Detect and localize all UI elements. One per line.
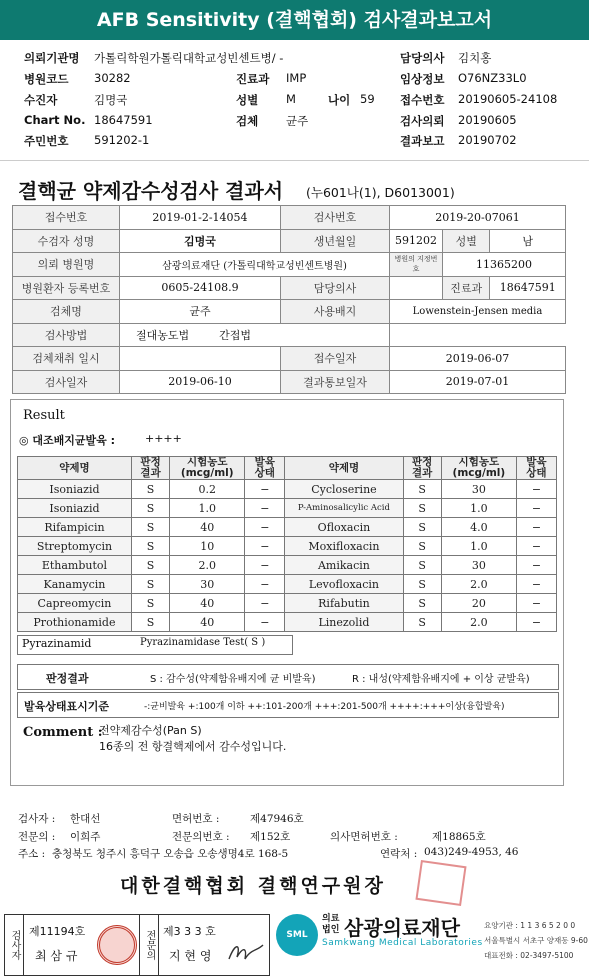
spec-no-value: 제152호	[250, 831, 291, 843]
drug-conc: 30	[170, 575, 245, 594]
pza-value: Pyrazinamidase Test( S )	[140, 637, 266, 648]
hospital-name-label: 의뢰 병원명	[13, 253, 120, 277]
method-value	[120, 323, 390, 347]
lab-tel: 대표전화 : 02-3497-5100	[484, 951, 574, 960]
drug-conc: 2.0	[441, 575, 516, 594]
contact-label: 연락처 :	[380, 848, 418, 860]
signature-icon	[227, 939, 265, 965]
drug-growth: −	[245, 575, 285, 594]
table-row	[18, 537, 557, 556]
drug-growth: −	[516, 556, 556, 575]
report-date-value: 20190702	[458, 133, 517, 147]
medium-value: Lowenstein-Jensen media	[390, 300, 566, 324]
medium-label: 사용배지	[281, 300, 390, 324]
dob-value: 591202	[390, 229, 443, 253]
report-date-label: 결과보고	[400, 134, 445, 148]
drug-conc: 1.0	[441, 537, 516, 556]
sex-label: 성별	[236, 93, 259, 107]
drug-result: S	[131, 499, 169, 518]
resident-no-label: 주민번호	[24, 134, 69, 148]
patient-value: 김명국	[94, 93, 128, 107]
col-drug-right: 약제명	[285, 457, 403, 480]
tester-label: 검사자 :	[18, 813, 56, 825]
specimen-label: 검체	[236, 114, 259, 128]
drug-conc: 10	[170, 537, 245, 556]
drug-name: Prothionamide	[18, 613, 132, 632]
drug-conc: 40	[170, 518, 245, 537]
drug-conc: 2.0	[441, 613, 516, 632]
sex-value: 남	[490, 229, 566, 253]
address-label: 주소 :	[18, 848, 46, 860]
receipt-no-value: 2019-01-2-14054	[120, 206, 281, 230]
drug-growth: −	[245, 518, 285, 537]
sex-value: M	[286, 92, 296, 106]
drug-conc: 30	[441, 556, 516, 575]
org-type-1: 의료	[322, 914, 340, 924]
dept-label: 진료과	[236, 72, 270, 86]
drug-result: S	[403, 480, 441, 499]
tester-seal-icon	[97, 925, 137, 965]
patient-name-label: 수검자 성명	[13, 229, 120, 253]
control-value: ++++	[145, 432, 182, 445]
drug-growth: −	[516, 613, 556, 632]
drug-result: S	[403, 594, 441, 613]
judge-s: S : 감수성(약제함유배지에 균 비발육)	[150, 674, 316, 685]
sml-logo-text: SML	[286, 930, 308, 940]
hospital-code-value: 30282	[94, 71, 131, 85]
drug-growth: −	[245, 537, 285, 556]
hospital-label: 의뢰기관명	[24, 51, 80, 65]
drug-name: Isoniazid	[18, 480, 132, 499]
drug-growth: −	[245, 594, 285, 613]
drug-conc: 40	[170, 613, 245, 632]
contact-value: 043)249-4953, 46	[424, 846, 519, 858]
sml-logo-icon	[276, 914, 318, 956]
result-box	[10, 399, 564, 786]
drug-result: S	[131, 575, 169, 594]
receipt-no-value: 20190605-24108	[458, 92, 558, 106]
chart-no-label: Chart No.	[24, 113, 86, 127]
method-2: 간접법	[219, 328, 252, 342]
table-row	[18, 499, 557, 518]
report-date-label: 결과통보일자	[281, 370, 390, 394]
specimen-name-label: 검체명	[13, 300, 120, 324]
footer	[0, 910, 589, 978]
doctor-value: 김치홍	[458, 51, 492, 65]
sign-box	[4, 914, 270, 976]
drug-name: Isoniazid	[18, 499, 132, 518]
drug-growth: −	[245, 556, 285, 575]
drug-conc: 0.2	[170, 480, 245, 499]
drug-growth: −	[516, 499, 556, 518]
control-label: ◎ 대조배지균발육 :	[19, 434, 116, 447]
report-title: AFB Sensitivity (결핵협회) 검사결과보고서	[0, 0, 589, 40]
pza-row	[17, 635, 293, 655]
drug-growth: −	[516, 594, 556, 613]
drug-name: Ofloxacin	[285, 518, 403, 537]
hospital-code-label: 병원코드	[24, 72, 69, 86]
drug-result: S	[131, 518, 169, 537]
received-date-label: 접수일자	[281, 347, 390, 371]
header-info	[24, 50, 584, 150]
lab-address: 서울특별시 서초구 양재동 9-60	[484, 936, 588, 945]
address-value: 충청북도 청주시 흥덕구 오송읍 오송생명4로 168-5	[52, 848, 289, 860]
org-type-2: 법인	[322, 925, 340, 935]
specialist-label: 전문의 :	[18, 831, 56, 843]
receipt-no-label: 접수번호	[400, 93, 445, 107]
specimen-value: 균주	[286, 114, 309, 128]
drug-result: S	[403, 537, 441, 556]
specimen-name-value: 균주	[120, 300, 281, 324]
report-date-value: 2019-07-01	[390, 370, 566, 394]
received-date-value: 2019-06-07	[390, 347, 566, 371]
tester-license-no: 제11194호	[29, 925, 86, 938]
drug-growth: −	[245, 480, 285, 499]
drug-result: S	[131, 613, 169, 632]
scanned-report	[0, 160, 589, 911]
method-1: 절대농도법	[136, 328, 190, 342]
table-row	[18, 594, 557, 613]
report-heading: 결핵균 약제감수성검사 결과서	[18, 179, 284, 203]
drug-conc: 30	[441, 480, 516, 499]
drug-name: Ethambutol	[18, 556, 132, 575]
md-no-label: 의사면허번호 :	[330, 831, 398, 843]
signers	[18, 811, 578, 871]
info-table	[12, 205, 566, 394]
age-label: 나이	[328, 93, 351, 107]
lab-name: 삼광의료재단	[344, 916, 460, 940]
attending-doctor-label: 담당의사	[281, 276, 390, 300]
col-drug-left: 약제명	[18, 457, 132, 480]
drug-result: S	[131, 480, 169, 499]
comment-label: Comment :	[23, 725, 103, 740]
drug-name: Amikacin	[285, 556, 403, 575]
drug-result: S	[403, 499, 441, 518]
specialist-license-no: 제3 3 3 호	[163, 925, 216, 938]
drug-name: Rifabutin	[285, 594, 403, 613]
org-type	[322, 914, 339, 936]
drug-result: S	[403, 556, 441, 575]
spec-no-label: 전문의번호 :	[172, 831, 230, 843]
drug-name: P-Aminosalicylic Acid	[285, 499, 403, 518]
col-growth-left: 발육 상태	[245, 457, 285, 480]
drug-name: Streptomycin	[18, 537, 132, 556]
lab-contact	[484, 918, 588, 963]
license-label: 면허번호 :	[172, 813, 220, 825]
dept-value: 18647591	[490, 276, 566, 300]
lab-name-en: Samkwang Medical Laboratories	[322, 938, 483, 948]
drug-growth: −	[245, 613, 285, 632]
exam-date-value: 2019-06-10	[120, 370, 281, 394]
specialist-name: 이희주	[70, 831, 101, 843]
clinical-info-value: O76NZ33L0	[458, 71, 527, 85]
drug-result: S	[403, 613, 441, 632]
drug-conc: 1.0	[170, 499, 245, 518]
table-row	[18, 480, 557, 499]
growth-row	[17, 692, 559, 718]
request-date-label: 검사의뢰	[400, 114, 445, 128]
judge-row	[17, 664, 559, 690]
hospital-value: 가톨릭학원가톨릭대학교성빈센트병/ -	[94, 51, 284, 65]
drug-conc: 1.0	[441, 499, 516, 518]
license-value: 제47946호	[250, 813, 304, 825]
comment-line-1: 전약제감수성(Pan S)	[99, 724, 202, 737]
drug-conc: 40	[170, 594, 245, 613]
specialist-signature-name: 지 현 영	[169, 949, 212, 963]
growth-text: -:균비발육 +:100개 이하 ++:101-200개 +++:201-500개 ++++:+++이상(융합발육)	[144, 702, 505, 712]
judge-r: R : 내성(약제함유배지에 + 이상 균발육)	[352, 674, 530, 685]
reg-no-value: 0605-24108.9	[120, 276, 281, 300]
specialist-vlabel: 전문의	[139, 915, 159, 975]
lab-code: 요양기관 : 1 1 3 6 5 2 0 0	[484, 921, 576, 930]
drug-result: S	[131, 594, 169, 613]
drug-conc: 2.0	[170, 556, 245, 575]
drug-table	[17, 456, 557, 632]
collect-date-value	[120, 347, 281, 371]
drug-growth: −	[516, 537, 556, 556]
tester-signature-name: 최 삼 규	[35, 949, 78, 963]
drug-name: Moxifloxacin	[285, 537, 403, 556]
method-label: 검사방법	[13, 323, 120, 347]
drug-conc: 4.0	[441, 518, 516, 537]
table-row	[18, 556, 557, 575]
drug-growth: −	[516, 518, 556, 537]
age-value: 59	[360, 92, 375, 106]
drug-growth: −	[245, 499, 285, 518]
drug-name: Kanamycin	[18, 575, 132, 594]
dob-label: 생년월일	[281, 229, 390, 253]
request-date-value: 20190605	[458, 113, 517, 127]
receipt-no-label: 접수번호	[13, 206, 120, 230]
tester-vlabel: 검사자	[5, 915, 24, 975]
drug-name: Cycloserine	[285, 480, 403, 499]
result-label: Result	[23, 408, 65, 423]
exam-no-label: 검사번호	[281, 206, 390, 230]
col-growth-right: 발육 상태	[516, 457, 556, 480]
drug-conc: 20	[441, 594, 516, 613]
drug-name: Levofloxacin	[285, 575, 403, 594]
drug-result: S	[131, 537, 169, 556]
drug-result: S	[403, 518, 441, 537]
drug-growth: −	[516, 575, 556, 594]
clinical-info-label: 임상정보	[400, 72, 445, 86]
hospital-name-value: 삼광의료재단 (가톨릭대학교성빈센트병원)	[120, 253, 390, 277]
tester-name: 한대선	[70, 813, 101, 825]
hospital-code-value: 11365200	[443, 253, 566, 277]
patient-label: 수진자	[24, 93, 58, 107]
sex-label: 성별	[443, 229, 490, 253]
col-judge-right: 판정 결과	[403, 457, 441, 480]
attending-doctor-value	[390, 276, 443, 300]
hospital-code-label: 병원의 지정번호	[390, 253, 443, 277]
drug-result: S	[403, 575, 441, 594]
drug-result: S	[131, 556, 169, 575]
patient-name-value: 김명국	[120, 229, 281, 253]
dept-value: IMP	[286, 71, 307, 85]
dept-label: 진료과	[443, 276, 490, 300]
table-row	[18, 613, 557, 632]
chart-no-value: 18647591	[94, 113, 153, 127]
report-subheading: (누601나(1), D6013001)	[306, 185, 455, 200]
col-conc-right: 시험농도 (mcg/ml)	[441, 457, 516, 480]
drug-name: Rifampicin	[18, 518, 132, 537]
exam-date-label: 검사일자	[13, 370, 120, 394]
comment-line-2: 16종의 전 항결핵제에서 감수성입니다.	[99, 740, 287, 753]
table-row	[18, 575, 557, 594]
drug-name: Capreomycin	[18, 594, 132, 613]
drug-growth: −	[516, 480, 556, 499]
growth-label: 발육상태표시기준	[24, 700, 110, 713]
md-no-value: 제18865호	[432, 831, 486, 843]
col-judge-left: 판정 결과	[131, 457, 169, 480]
col-conc-left: 시험농도 (mcg/ml)	[170, 457, 245, 480]
org-seal-stamp	[415, 860, 466, 906]
doctor-label: 담당의사	[400, 51, 445, 65]
table-row	[18, 518, 557, 537]
judge-label: 판정결과	[46, 672, 89, 685]
drug-name: Linezolid	[285, 613, 403, 632]
resident-no-value: 591202-1	[94, 133, 150, 147]
pza-name: Pyrazinamid	[22, 637, 92, 650]
exam-no-value: 2019-20-07061	[390, 206, 566, 230]
reg-no-label: 병원환자 등록번호	[13, 276, 120, 300]
org-name: 대한결핵협회 결핵연구원장	[120, 875, 386, 897]
collect-date-label: 검체채취 일시	[13, 347, 120, 371]
